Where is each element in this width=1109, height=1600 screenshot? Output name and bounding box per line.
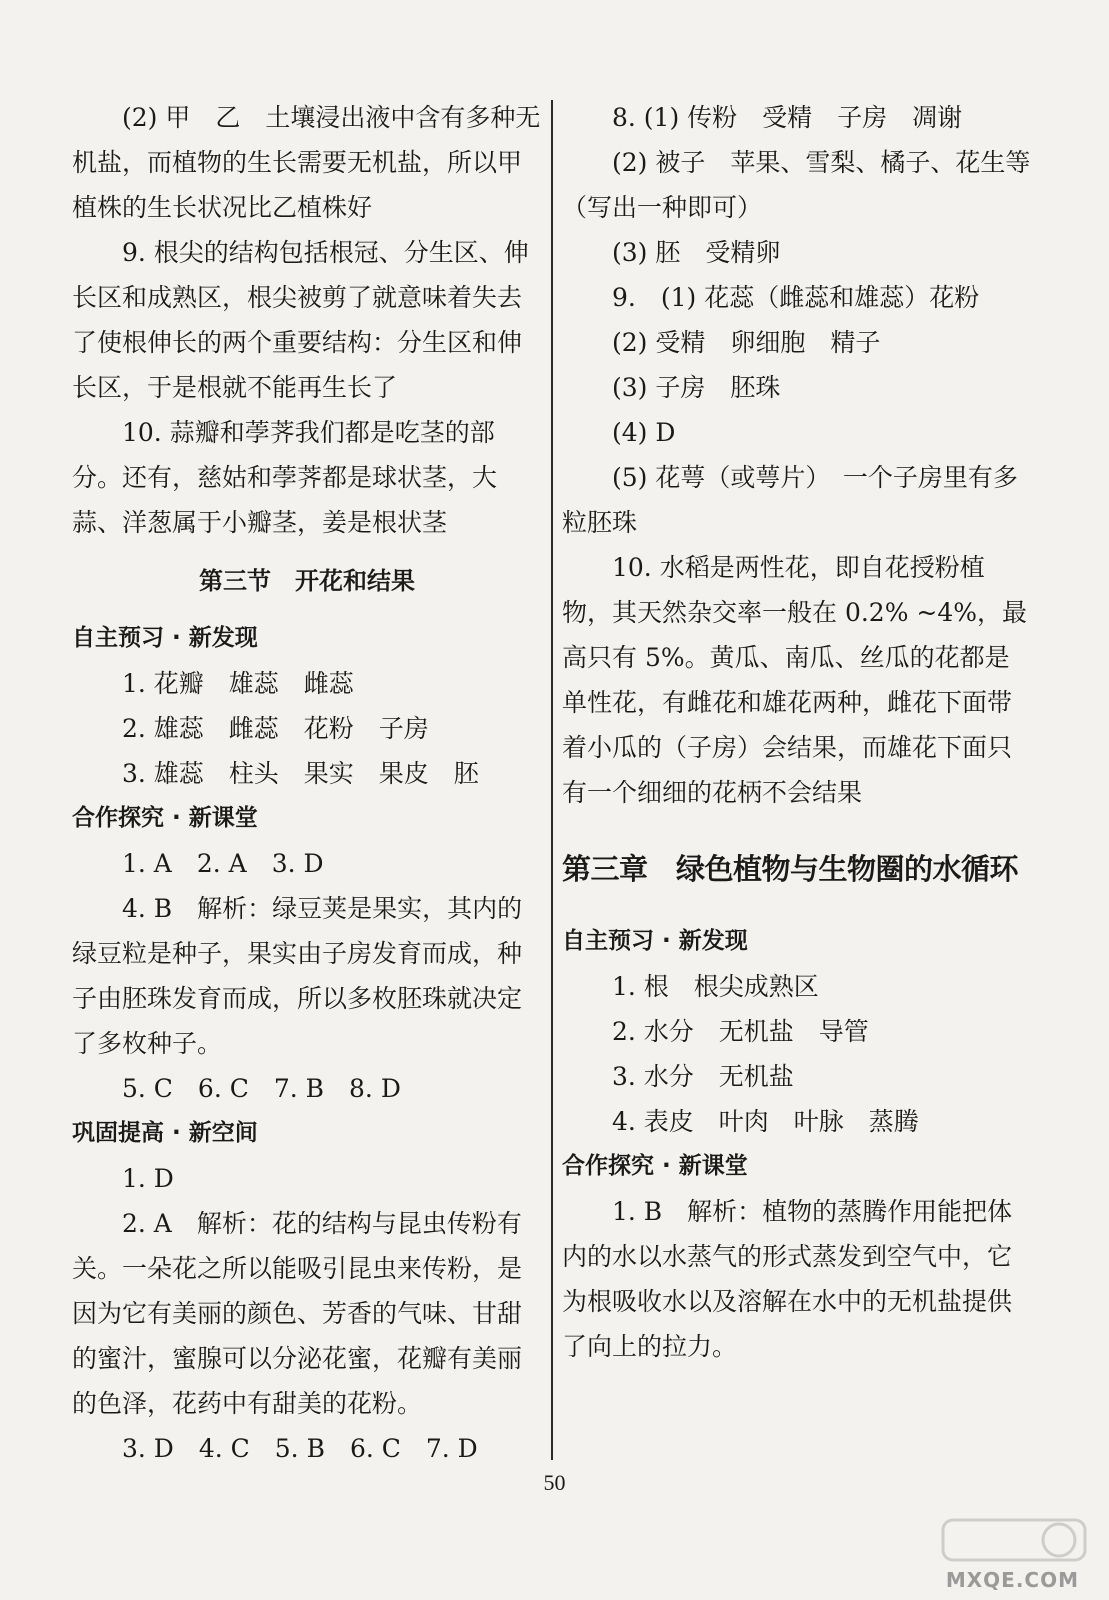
page-number: 50	[543, 1470, 566, 1495]
answer-8-2: (2) 甲 乙 土壤浸出液中含有多种无机盐，而植物的生长需要无机盐，所以甲植株的生长状况比乙植株好	[72, 103, 541, 222]
chapter-title: 第三章 绿色植物与生物圈的水循环	[562, 852, 1019, 886]
list-item: 1. 根 根尖成熟区	[612, 972, 819, 1001]
answer-9: 9. 根尖的结构包括根冠、分生区、伸长区和成熟区，根尖被剪了就意味着失去了使根伸长的两个重要结构：分生区和伸长区，于是根就不能再生长了	[72, 238, 529, 402]
subheading-consolidate: 巩固提高 · 新空间	[72, 1120, 258, 1146]
answer-9-1: 9. (1) 花蕊（雌蕊和雄蕊）花粉	[612, 283, 980, 312]
left-column	[72, 95, 542, 1471]
section-title: 第三节 开花和结果	[199, 567, 415, 595]
answer-10: 10. 蒜瓣和荸荠我们都是吃茎的部分。还有，慈姑和荸荠都是球状茎，大蒜、洋葱属于小瓣茎，姜是根状茎	[72, 418, 498, 537]
list-item: 4. 表皮 叶肉 叶脉 蒸腾	[612, 1107, 919, 1136]
watermark-text: MXQE.COM	[945, 1568, 1079, 1592]
answer-9-4: (4) D	[612, 418, 676, 447]
answer-8-1: 8. (1) 传粉 受精 子房 凋谢	[612, 103, 963, 132]
list-item: 2. A 解析：花的结构与昆虫传粉有关。一朵花之所以能吸引昆虫来传粉，是因为它有美丽的颜色、芳香的气味、甘甜的蜜汁，蜜腺可以分泌花蜜，花瓣有美丽的色泽，花药中有甜美的花粉。	[72, 1209, 523, 1418]
list-item: 1. 花瓣 雄蕊 雌蕊	[122, 669, 354, 698]
list-item: 3. D 4. C 5. B 6. C 7. D	[122, 1434, 478, 1463]
list-item: 5. C 6. C 7. B 8. D	[122, 1074, 401, 1103]
list-item: 3. 水分 无机盐	[612, 1062, 794, 1091]
answer-9-3: (3) 子房 胚珠	[612, 373, 781, 402]
list-item: 1. B 解析：植物的蒸腾作用能把体内的水以水蒸气的形式蒸发到空气中，它为根吸收水以及溶解在水中的无机盐提供了向上的拉力。	[562, 1197, 1013, 1361]
answer-8-3: (3) 胚 受精卵	[612, 238, 781, 267]
answer-8-2: (2) 被子 苹果、雪梨、橘子、花生等（写出一种即可）	[562, 148, 1031, 222]
answer-9-2: (2) 受精 卵细胞 精子	[612, 328, 881, 357]
subheading-explore: 合作探究 · 新课堂	[562, 1153, 748, 1179]
list-item: 2. 雄蕊 雌蕊 花粉 子房	[122, 714, 429, 743]
list-item: 1. A 2. A 3. D	[122, 849, 324, 878]
answer-10: 10. 水稻是两性花，即自花授粉植物，其天然杂交率一般在 0.2% ~4%，最高只有 5%。黄瓜、南瓜、丝瓜的花都是单性花，有雌花和雄花两种，雌花下面带着小瓜的（子房）会结果，而雄花下面只有一个细细的花柄不会结果	[562, 553, 1028, 807]
answer-9-5: (5) 花萼（或萼片） 一个子房里有多粒胚珠	[562, 463, 1018, 537]
list-item: 2. 水分 无机盐 导管	[612, 1017, 869, 1046]
list-item: 3. 雄蕊 柱头 果实 果皮 胚	[122, 759, 479, 788]
right-column	[562, 95, 1032, 1369]
list-item: 1. D	[122, 1164, 174, 1193]
column-divider	[551, 100, 553, 1460]
subheading-explore: 合作探究 · 新课堂	[72, 805, 258, 831]
subheading-preview: 自主预习 · 新发现	[72, 625, 258, 651]
subheading-preview: 自主预习 · 新发现	[562, 928, 748, 954]
list-item: 4. B 解析：绿豆荚是果实，其内的绿豆粒是种子，果实由子房发育而成，种子由胚珠发育而成，所以多枚胚珠就决定了多枚种子。	[72, 894, 523, 1058]
